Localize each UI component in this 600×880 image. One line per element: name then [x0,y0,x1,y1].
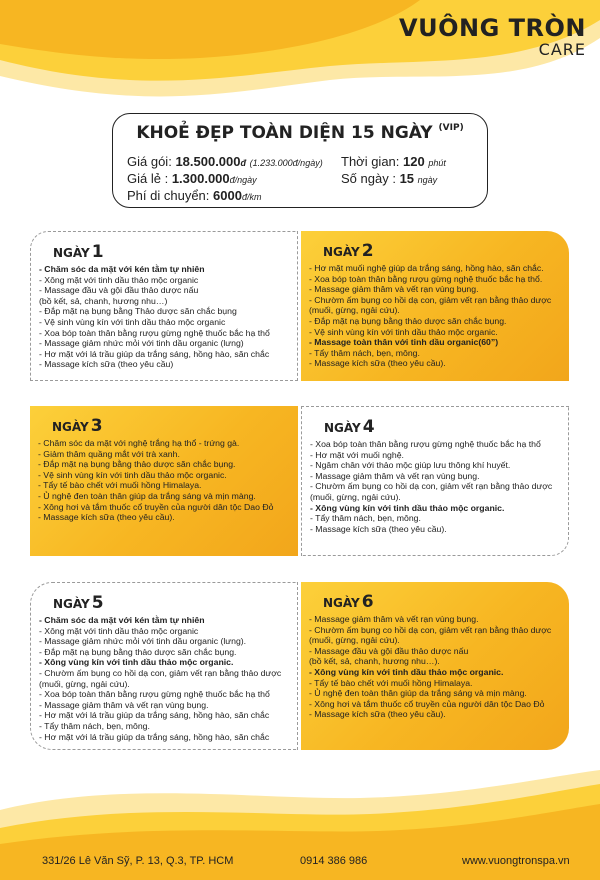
session-time: Thời gian: 120 phút [341,154,446,169]
title-tag: (VIP) [438,123,464,134]
list-item: - Massage kích sữa (theo yêu cầu) [39,359,174,370]
brand-logo [399,14,586,59]
list-item: - Xoa bóp toàn thân bằng rượu gừng nghệ thuốc bắc hạ thổ. [309,273,543,284]
list-item: - Hơ mặt với lá trầu giúp da trắng sáng, hồng hào, săn chắc [39,710,270,721]
list-item: - Đắp mặt nạ bụng bằng thảo dược săn chắc bụng. [39,646,237,657]
travel-fee: Phí di chuyển: 6000đ/km [127,188,262,203]
day-5-list [39,615,289,742]
list-item: - Massage giảm nhức mỏi với tinh dầu organic (lưng) [39,338,244,349]
list-item: - Giảm thâm quầng mắt với trà xanh. [38,448,180,459]
list-item: - Xoa bóp toàn thân bằng rượu gừng nghệ thuốc bắc hạ thổ [39,327,270,338]
footer-phone[interactable]: 0914 386 986 [300,855,368,867]
list-item: - Xông vùng kín với tinh dầu thảo mộc organic. [310,502,505,513]
single-price: Giá lẻ : 1.300.000đ/ngày [127,171,257,186]
list-item: - Chườm ấm bụng co hồi dạ con, giảm vết rạn bằng thảo dược (muối, gừng, ngải cứu). [310,481,553,502]
list-item: - Tẩy tế bào chết với muối hồng Himalaya. [38,480,202,491]
day-3-list [38,438,290,523]
list-item: - Massage giảm thâm và vết rạn vùng bụng. [309,284,479,295]
day-title: NGÀY 1 [53,242,104,262]
list-item: - Xông vùng kín với tinh dầu thảo mộc organic. [39,657,234,668]
list-item: - Massage đầu và gội đầu thảo dược nấu [39,285,199,296]
list-item: - Tẩy tế bào chết với muối hồng Himalaya. [309,677,473,688]
list-item: - Đắp mặt nạ bụng bằng thảo dược săn chắc bụng. [38,459,236,470]
list-item: - Chườm ấm bụng co hồi dạ con, giảm vết rạn bằng thảo dược (muối, gừng, ngải cứu). [309,624,552,646]
list-item: - Massage đầu và gội đầu thảo dược nấu [309,645,469,656]
list-item: - Massage kích sữa (theo yêu cầu). [38,512,175,523]
list-item: - Xoa bóp toàn thân bằng rượu gừng nghệ thuốc bắc hạ thổ [310,439,541,449]
list-item: - Chườm ấm bụng co hồi dạ con, giảm vết rạn bằng thảo dược (muối, gừng, ngải cứu). [39,667,282,689]
day-1-list [39,264,289,370]
day-card-6 [301,582,569,750]
brand-name: VUÔNG TRÒN [399,14,586,42]
day-card-4 [301,406,569,556]
day-title: NGÀY 2 [323,241,374,261]
list-item: - Tẩy thâm nách, bẹn, mông. [309,347,420,358]
title-main: KHOẺ ĐẸP TOÀN DIỆN 15 NGÀY [136,123,433,143]
list-item: - Massage kích sữa (theo yêu cầu). [310,523,447,534]
list-item: - Chăm sóc da mặt với kén tằm tự nhiên [39,615,205,625]
list-item: (bồ kết, sả, chanh, hương nhu…). [309,656,440,667]
list-item: - Hơ mặt với muối nghệ. [310,449,404,460]
day-title: NGÀY 3 [52,416,103,436]
list-item: - Hơ mặt với lá trầu giúp da trắng sáng, hồng hào, săn chắc [39,348,270,359]
list-item: - Massage giảm thâm và vết rạn vùng bụng. [309,614,479,624]
list-item: - Vệ sinh vùng kín với tinh dầu thảo mộc organic. [38,469,227,480]
list-item: - Massage kích sữa (theo yêu cầu). [309,358,446,369]
list-item: - Massage toàn thân với tinh dầu organic(60”) [309,337,499,348]
day-6-list [309,614,561,720]
list-item: - Đắp mặt nạ bụng bằng thảo dược săn chắc bụng. [309,315,507,326]
day-card-2 [301,231,569,381]
day-title: NGÀY 6 [323,592,374,612]
day-card-1 [30,231,298,381]
list-item: - Chăm sóc da mặt với nghệ trắng hạ thổ - trứng gà. [38,438,240,448]
footer-website[interactable]: www.vuongtronspa.vn [462,855,570,867]
list-item: - Tẩy thâm nách, bẹn, mông. [39,720,150,731]
list-item: - Chườm ấm bụng co hồi dạ con, giảm vết rạn bằng thảo dược (muối, gừng, ngải cứu). [309,294,552,316]
list-item: (bồ kết, sả, chanh, hương nhu…) [39,295,168,306]
list-item: - Vệ sinh vùng kín với tinh dầu thảo mộc organic. [309,326,498,337]
day-title: NGÀY 5 [53,593,104,613]
package-price: Giá gói: 18.500.000đ (1.233.000đ/ngày) [127,154,323,169]
footer-address: 331/26 Lê Văn Sỹ, P. 13, Q.3, TP. HCM [42,855,234,867]
list-item: - Tẩy thâm nách, bẹn, mông. [310,513,421,524]
day-count: Số ngày : 15 ngày [341,171,438,186]
list-item: - Ủ nghệ đen toàn thân giúp da trắng sáng và mịn màng. [309,688,527,699]
list-item: - Hơ mặt với lá trầu giúp da trắng sáng, hồng hào, săn chắc [39,731,270,742]
list-item: - Xông mặt với tinh dầu thảo mộc organic [39,274,199,285]
day-title: NGÀY 4 [324,417,375,437]
day-2-list [309,263,561,369]
list-item: - Xoa bóp toàn thân bằng rượu gừng nghệ thuốc bắc hạ thổ [39,689,270,700]
title-box [112,113,488,208]
list-item: - Hơ mặt muối nghệ giúp da trắng sáng, hồng hào, săn chắc. [309,263,544,273]
list-item: - Xông hơi và tắm thuốc cổ truyền của người dân tộc Dao Đỏ [38,501,274,512]
list-item: - Massage kích sữa (theo yêu cầu). [309,709,446,720]
day-card-3 [30,406,298,556]
brand-sub: CARE [538,40,586,59]
list-item: - Massage giảm thâm và vết rạn vùng bụng. [310,470,480,481]
list-item: - Ủ nghệ đen toàn thân giúp da trắng sáng và mịn màng. [38,490,256,501]
list-item: - Ngâm chân với thảo mộc giúp lưu thông khí huyết. [310,460,511,471]
list-item: - Xông hơi và tắm thuốc cổ truyền của người dân tộc Dao Đỏ [309,698,545,709]
list-item: - Xông mặt với tinh dầu thảo mộc organic [39,625,199,636]
list-item: - Massage giảm thâm và vết rạn vùng bụng. [39,699,209,710]
page-title [113,123,487,143]
list-item: - Vệ sinh vùng kín với tinh dầu thảo mộc organic [39,316,226,327]
day-card-5 [30,582,298,750]
day-4-list [310,439,560,534]
list-item: - Xông vùng kín với tinh dầu thảo mộc organic. [309,666,504,677]
list-item: - Chăm sóc da mặt với kén tằm tự nhiên [39,264,205,274]
list-item: - Massage giảm nhức mỏi với tinh dầu organic (lưng). [39,636,247,647]
list-item: - Đắp mặt nạ bụng bằng Thảo dược săn chắc bụng [39,306,237,317]
